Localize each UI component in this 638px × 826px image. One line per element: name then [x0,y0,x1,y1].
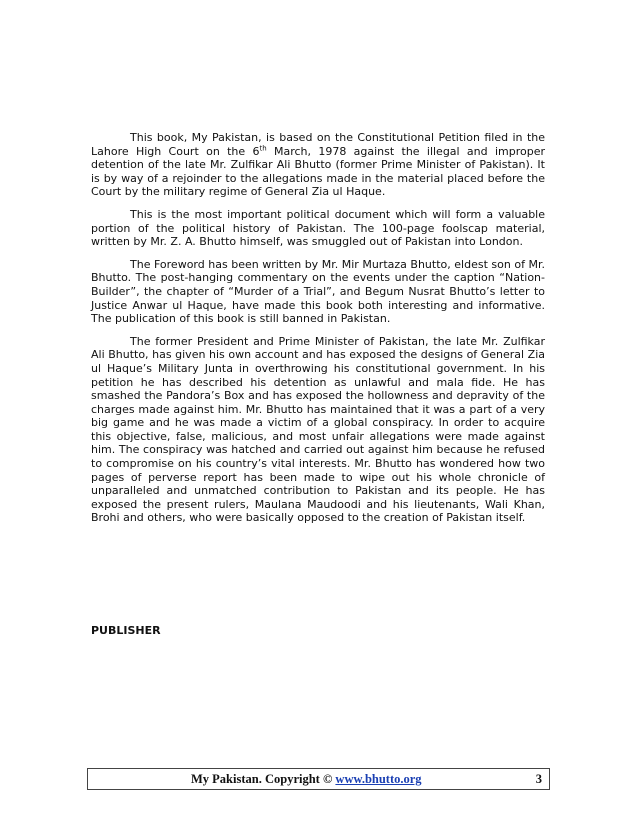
paragraph-1 [91,131,545,199]
page-number: 3 [535,772,542,786]
page-footer [87,768,550,790]
footer-copyright [191,772,422,787]
ordinal-suffix: th [259,143,267,152]
paragraph-2: This is the most important political document which will form a valuable portion of the political history of Pakistan. The 100-page foolscap material, written by Mr. Z. A. Bhutto himself, was smuggled out of Pakistan into London. [91,207,545,249]
paragraph-4: The former President and Prime Minister of Pakistan, the late Mr. Zulfikar Ali Bhutto, has given his own account and has exposed the designs of General Zia ul Haque’s Military Junta in overthrowing his constitutional government. In his petition he has described his detention as unlawful and mala fide. He has smashed the Pandora’s Box and has exposed the hollowness and depravity of the charges made against him. Mr. Bhutto has maintained that it was a part of a very big game and he was made a victim of a global conspiracy. In order to acquire this objective, false, malicious, and most unfair allegations were made against him. The conspiracy was hatched and carried out against him because he refused to compromise on his country’s vital interests. Mr. Bhutto has wondered how two pages of perverse report has been made to wipe out his whole chronicle of unparalleled and unmatched contribution to Pakistan and its people. He has exposed the present rulers, Maulana Maudoodi and his lieutenants, Wali Khan, Brohi and others, who were basically opposed to the creation of Pakistan itself. [91,334,545,525]
document-body [91,131,545,534]
website-link[interactable]: www.bhutto.org [335,772,422,786]
paragraph-1-text-end: March, 1978 against the illegal and improper detention of the late Mr. Zulfikar Ali Bhutto (former Prime Minister of Pakistan). It is by way of a rejoinder to the allegations made in the material placed before the Court by the military regime of General Zia ul Haque. [91,144,545,199]
paragraph-1-text-start: This book, My Pakistan, is based on the Constitutional Petition filed in the Lahore High Court on the 6 [91,131,545,158]
footer-copyright-text: My Pakistan. Copyright © [191,772,336,786]
paragraph-3: The Foreword has been written by Mr. Mir Murtaza Bhutto, eldest son of Mr. Bhutto. The post-hanging commentary on the events under the caption “Nation-Builder”, the chapter of “Murder of a Trial”, and Begum Nusrat Bhutto’s letter to Justice Anwar ul Haque, have made this book both interesting and informative. The publication of this book is still banned in Pakistan. [91,257,545,326]
publisher-label: PUBLISHER [91,624,161,637]
